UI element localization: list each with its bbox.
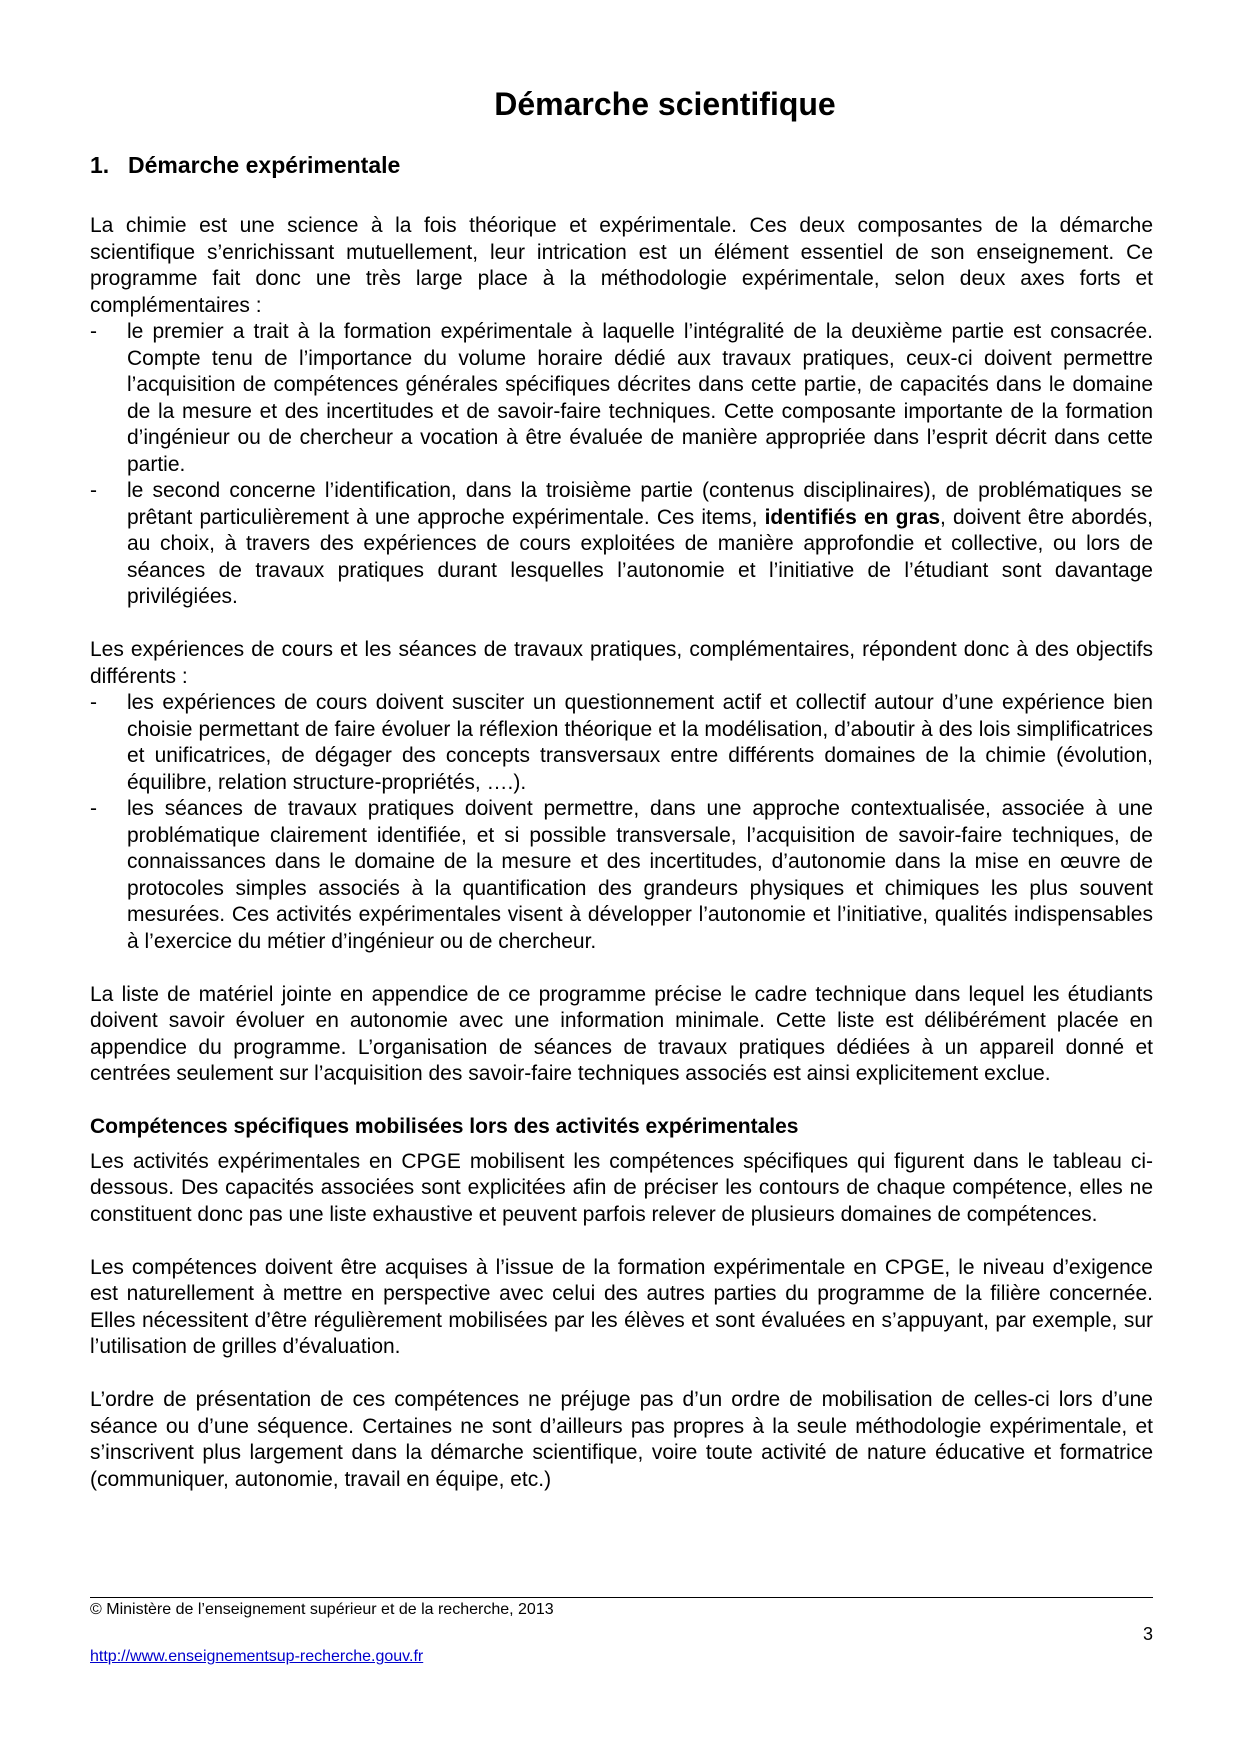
document-body: [90, 150, 1153, 1493]
section-title: Démarche expérimentale: [128, 152, 401, 178]
list-item-text: le second concerne l’identification, dans la troisième partie (contenus disciplinaires), de problématiques se prêtant particulièrement à une approche expérimentale. Ces items,: [127, 479, 1153, 529]
footer-divider: [90, 1597, 1153, 1598]
footer-link[interactable]: http://www.enseignementsup-recherche.gouv.fr: [90, 1648, 424, 1665]
section-heading: [90, 150, 1153, 180]
objectives-list: [90, 690, 1153, 955]
material-paragraph: La liste de matériel jointe en appendice de ce programme précise le cadre technique dans lequel les étudiants doivent savoir évoluer en autonomie avec une information minimale. Cette liste est délibérément placée en appendice du programme. L’organisation de séances de travaux pratiques dédiées à un appareil donné et centrées seulement sur l’acquisition des savoir-faire techniques associés est ainsi explicitement exclue.: [90, 982, 1153, 1085]
objectives-paragraph: Les expériences de cours et les séances de travaux pratiques, complémentaires, répondent donc à des objectifs différents :: [90, 638, 1153, 688]
bold-emphasis: identifiés en gras: [764, 505, 940, 529]
list-item: - les expériences de cours doivent susciter un questionnement actif et collectif autour d’une expérience bien choisie permettant de faire évoluer la réflexion théorique et la modélisation, d’aboutir à des lois simplificatrices et unificatrices, de dégager des concepts transversaux entre différents domaines de la chimie (évolution, équilibre, relation structure-propriétés, ….).: [90, 690, 1153, 796]
competences-paragraph: Les activités expérimentales en CPGE mobilisent les compétences spécifiques qui figurent dans le tableau ci-dessous. Des capacités associées sont explicitées afin de préciser les contours de chaque compétence, elles ne constituent donc pas une liste exhaustive et peuvent parfois relever de plusieurs domaines de compétences.: [90, 1149, 1153, 1226]
footer-copyright: © Ministère de l’enseignement supérieur et de la recherche, 2013: [90, 1601, 554, 1618]
intro-paragraph: La chimie est une science à la fois théorique et expérimentale. Ces deux composantes de la démarche scientifique s’enrichissant mutuellement, leur intrication est un élément essentiel de son enseignement. Ce programme fait donc une très large place à la méthodologie expérimentale, selon deux axes forts et complémentaires :: [90, 214, 1153, 317]
page-number: 3: [1142, 1624, 1153, 1644]
order-paragraph: L’ordre de présentation de ces compétences ne préjuge pas d’un ordre de mobilisation de celles-ci lors d’une séance ou d’une séquence. Certaines ne sont d’ailleurs pas propres à la seule méthodologie expérimentale, et s’inscrivent plus largement dans la démarche scientifique, voire toute activité de nature éducative et formatrice (communiquer, autonomie, travail en équipe, etc.): [90, 1388, 1153, 1491]
list-item-text: , doivent être abordés, au choix, à travers des expériences de cours exploitées de manière approfondie et collective, ou lors de séances de travaux pratiques durant lesquelles l’autonomie et l’initiative de l’étudiant sont davantage privilégiées.: [127, 505, 1153, 608]
list-item: - les séances de travaux pratiques doivent permettre, dans une approche contextualisée, associée à une problématique clairement identifiée, et si possible transversale, l’acquisition de savoir-faire techniques, de connaissances dans le domaine de la mesure et des incertitudes, d’autonomie dans la mise en œuvre de protocoles simples associés à la quantification des grandeurs physiques et chimiques les plus souvent mesurées. Ces activités expérimentales visent à développer l’autonomie et l’initiative, qualités indispensables à l’exercice du métier d’ingénieur ou de chercheur.: [90, 796, 1153, 955]
section-number: 1.: [90, 152, 110, 178]
page-title: Démarche scientifique: [494, 86, 836, 122]
subsection-heading: Compétences spécifiques mobilisées lors des activités expérimentales: [90, 1115, 799, 1138]
acquisition-paragraph: Les compétences doivent être acquises à l’issue de la formation expérimentale en CPGE, le niveau d’exigence est naturellement à mettre en perspective avec celui des autres parties du programme de la filière concernée. Elles nécessitent d’être régulièrement mobilisées par les élèves et sont évaluées en s’appuyant, par exemple, sur l’utilisation de grilles d’évaluation.: [90, 1255, 1153, 1358]
list-item: - le premier a trait à la formation expérimentale à laquelle l’intégralité de la deuxième partie est consacrée. Compte tenu de l’importance du volume horaire dédié aux travaux pratiques, ceux-ci doivent permettre l’acquisition de compétences générales spécifiques décrites dans cette partie, de capacités dans le domaine de la mesure et des incertitudes et de savoir-faire techniques. Cette composante importante de la formation d’ingénieur ou de chercheur a vocation à être évaluée de manière appropriée dans l’esprit décrit dans cette partie.: [90, 319, 1153, 478]
list-item: [90, 478, 1153, 611]
axes-list: [90, 319, 1153, 611]
